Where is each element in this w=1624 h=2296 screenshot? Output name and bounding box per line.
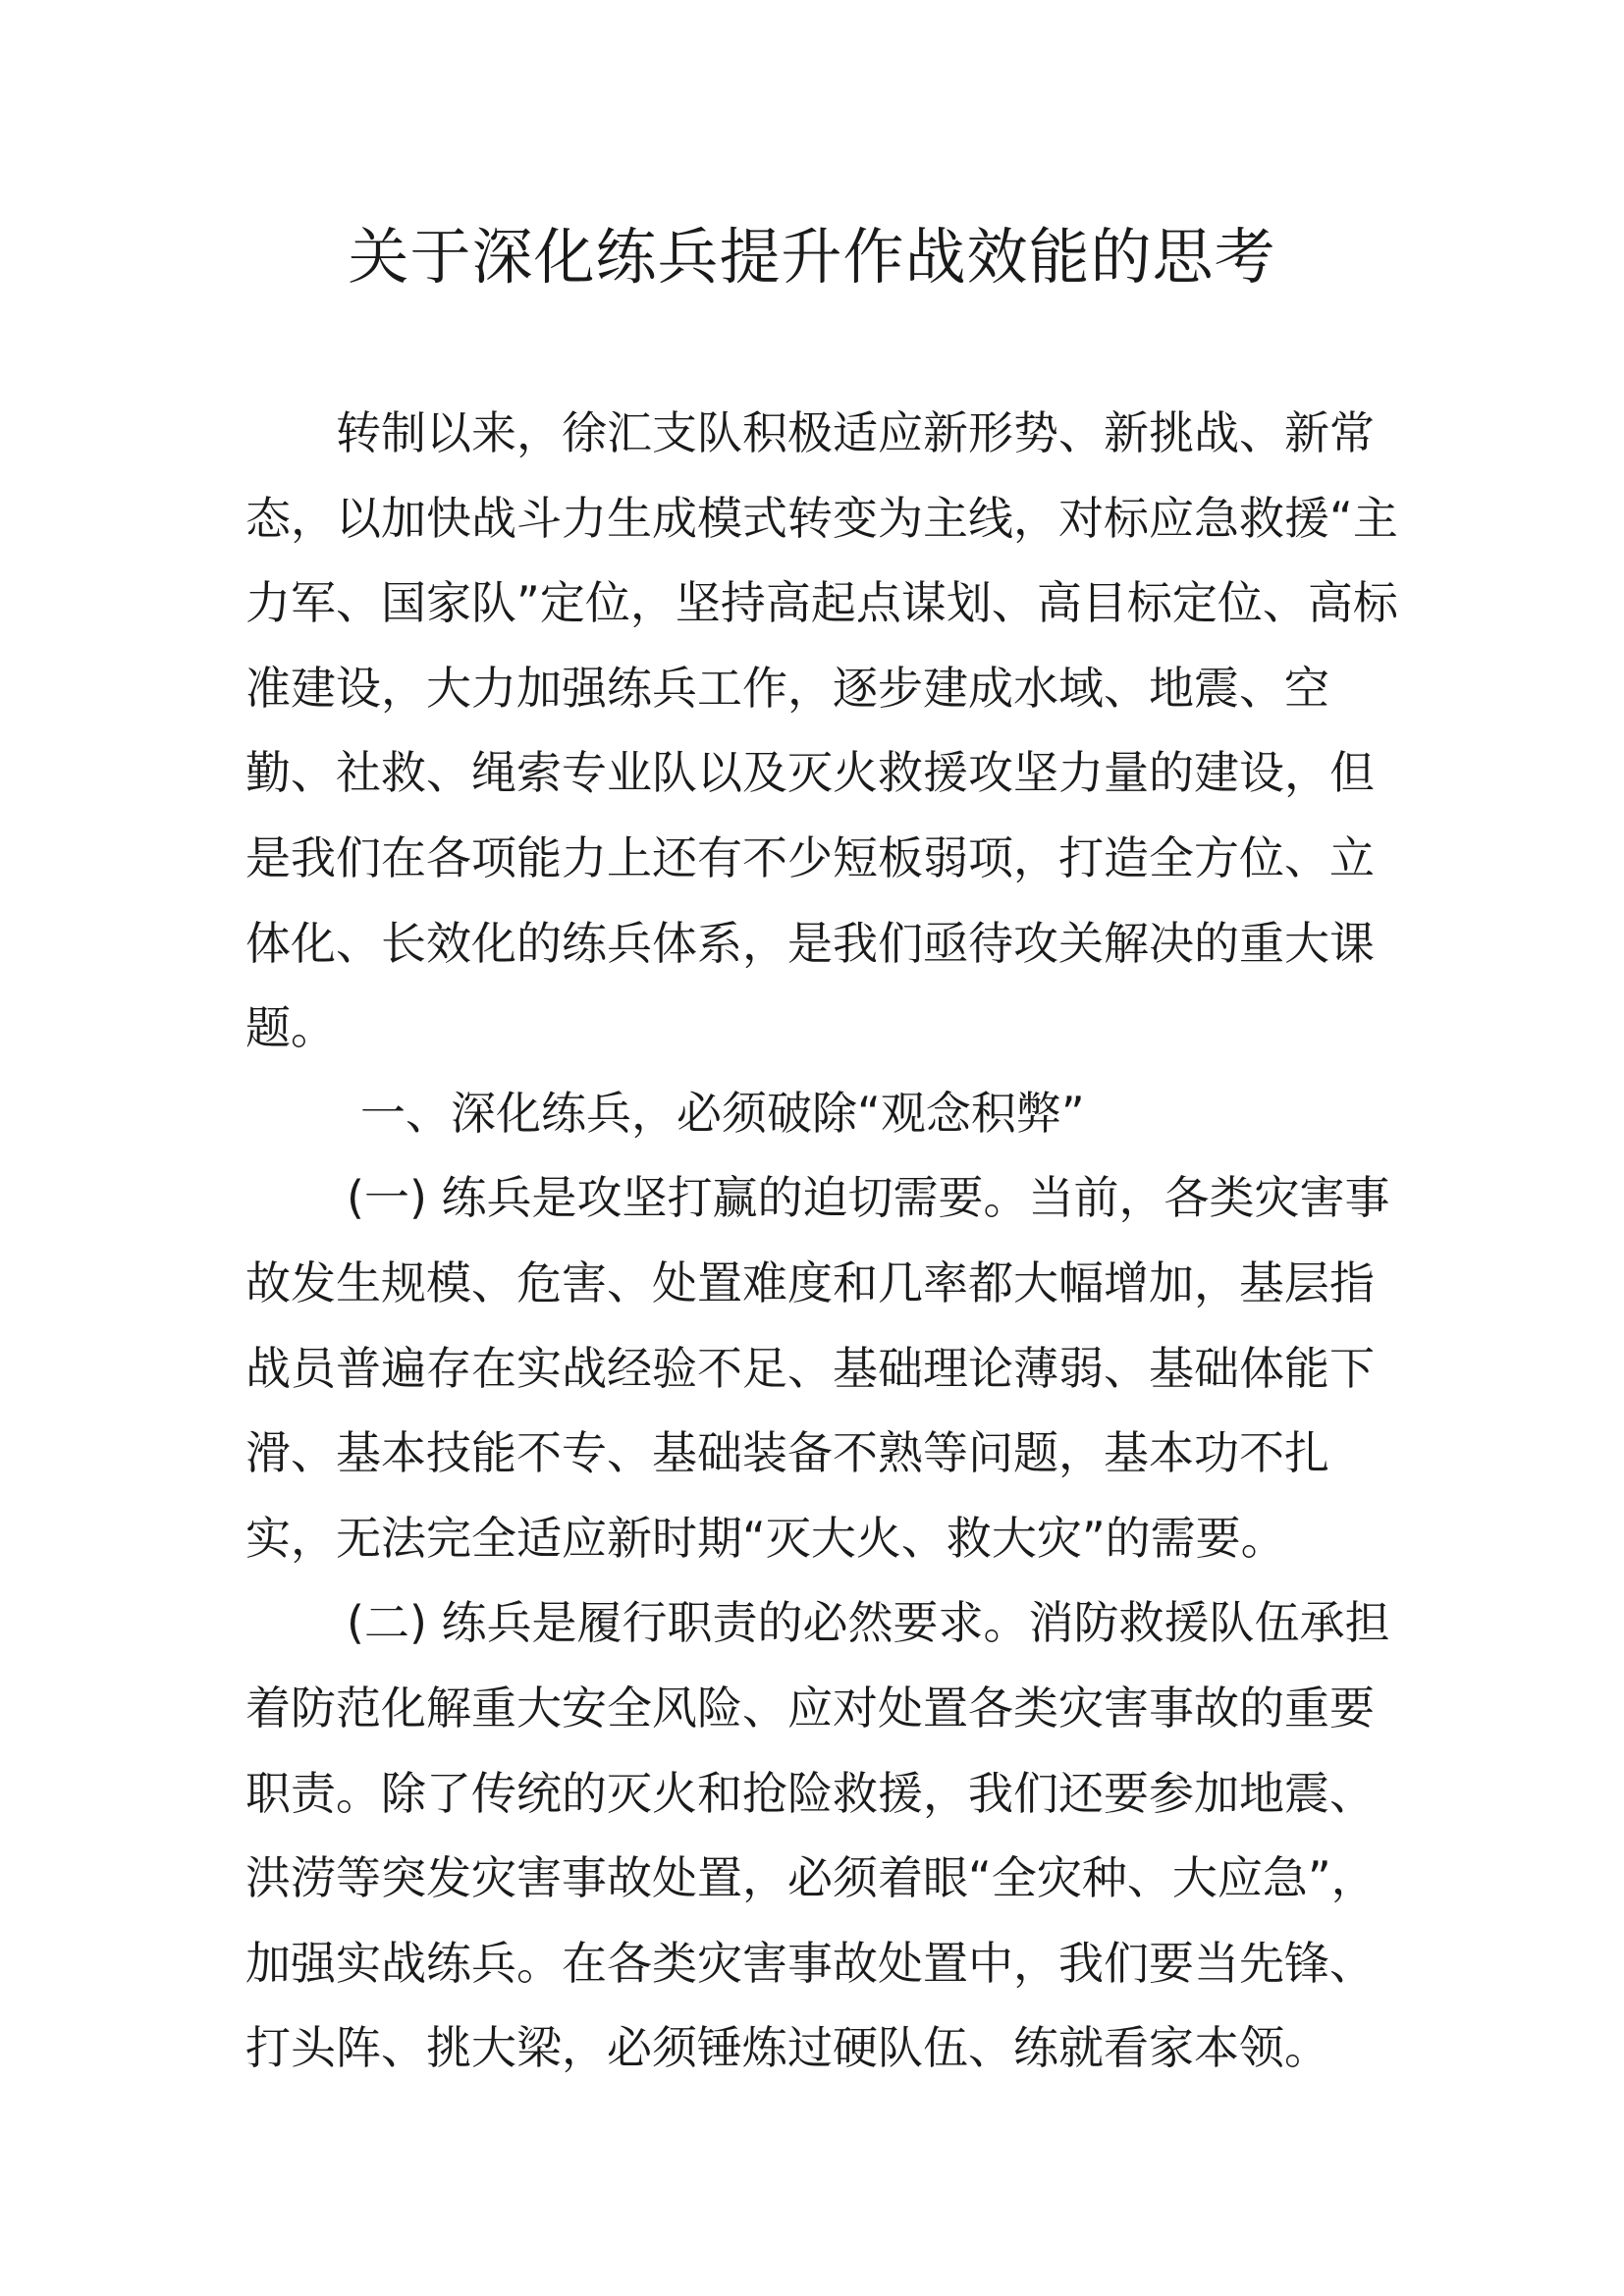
document-body [245, 391, 1404, 2091]
item-two-paragraph: (二) 练兵是履行职责的必然要求。消防救援队伍承担着防范化解重大安全风险、应对处置各类灾害事故的重要职责。除了传统的灭火和抢险救援，我们还要参加地震、洪涝等突发灾害事故处置，必须着眼“全灾种、大应急”，加强实战练兵。在各类灾害事故处置中，我们要当先锋、打头阵、挑大梁，必须锤炼过硬队伍、练就看家本领。 [245, 1596, 1390, 2075]
item-one-paragraph: (一) 练兵是攻坚打赢的迫切需要。当前，各类灾害事故发生规模、危害、处置难度和几率都大幅增加，基层指战员普遍存在实战经验不足、基础理论薄弱、基础体能下滑、基本技能不专、基础装备不熟等问题，基本功不扎实，无法完全适应新时期“灭大火、救大灾”的需要。 [245, 1171, 1390, 1565]
intro-paragraph: 转制以来，徐汇支队积极适应新形势、新挑战、新常态，以加快战斗力生成模式转变为主线，对标应急救援“主力军、国家队”定位，坚持高起点谋划、高目标定位、高标准建设，大力加强练兵工作，逐步建成水域、地震、空勤、社救、绳索专业队以及灭火救援攻坚力量的建设，但是我们在各项能力上还有不少短板弱项，打造全方位、立体化、长效化的练兵体系，是我们亟待攻关解决的重大课题。 [245, 406, 1398, 1055]
document-title: 关于深化练兵提升作战效能的思考 [348, 221, 1276, 293]
section-one-heading: 一、深化练兵，必须破除“观念积弊” [360, 1086, 1085, 1140]
